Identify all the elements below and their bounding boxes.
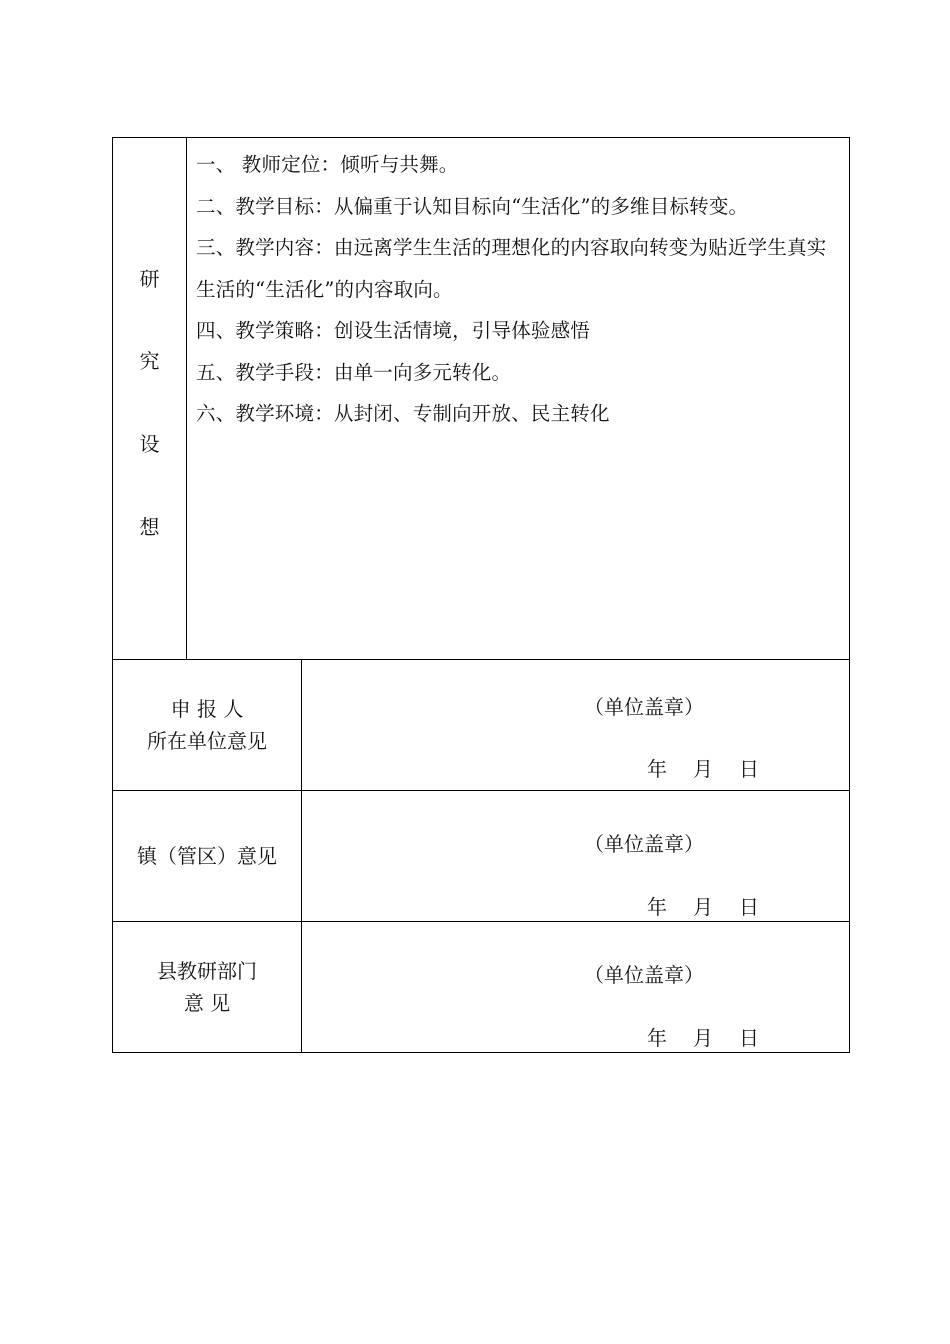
day-label: 日 [739,895,759,919]
label-line: 意 见 [183,991,231,1015]
county-opinion-label [113,922,302,1053]
seal-text: （单位盖章） [584,832,704,856]
label-line: 所在单位意见 [147,729,267,753]
research-label-char: 研 [139,267,160,291]
town-opinion-label [113,791,302,922]
year-label: 年 [647,1026,667,1050]
label-line: 申 报 人 [170,697,244,721]
seal-text: （单位盖章） [584,695,704,719]
county-opinion-sign-area [302,922,850,1053]
research-label-cell [113,138,187,660]
research-label-char: 设 [139,432,160,456]
label-line: 县教研部门 [157,959,257,983]
day-label: 日 [739,757,759,781]
day-label: 日 [739,1026,759,1050]
research-line: 四、教学策略：创设生活情境，引导体验感悟 [196,319,591,342]
date-line [647,891,759,920]
town-opinion-sign-area [302,791,850,922]
research-content-cell [187,138,850,660]
research-label-char: 究 [139,349,160,373]
seal-text: （单位盖章） [584,963,704,987]
unit-opinion-sign-area [302,660,850,791]
month-label: 月 [693,895,713,919]
date-line [647,753,759,782]
research-line: 六、教学环境：从封闭、专制向开放、民主转化 [196,402,610,425]
unit-opinion-label [113,660,302,791]
research-line: 三、教学内容：由远离学生生活的理想化的内容取向转变为贴近学生真实生活的“生活化”的内容取向。 [196,236,827,301]
research-row [113,138,850,660]
year-label: 年 [647,757,667,781]
date-line [647,1022,759,1051]
research-line: 一、 教师定位：倾听与共舞。 [196,153,459,176]
month-label: 月 [693,757,713,781]
year-label: 年 [647,895,667,919]
research-line: 二、教学目标：从偏重于认知目标向“生活化”的多维目标转变。 [196,194,749,218]
unit-opinion-row [113,660,850,791]
month-label: 月 [693,1026,713,1050]
research-line: 五、教学手段：由单一向多元转化。 [196,360,512,384]
label-line: 镇（管区）意见 [137,844,277,868]
application-form-table [112,137,850,1053]
town-opinion-row [113,791,850,922]
county-opinion-row [113,922,850,1053]
research-label-char: 想 [139,515,160,539]
